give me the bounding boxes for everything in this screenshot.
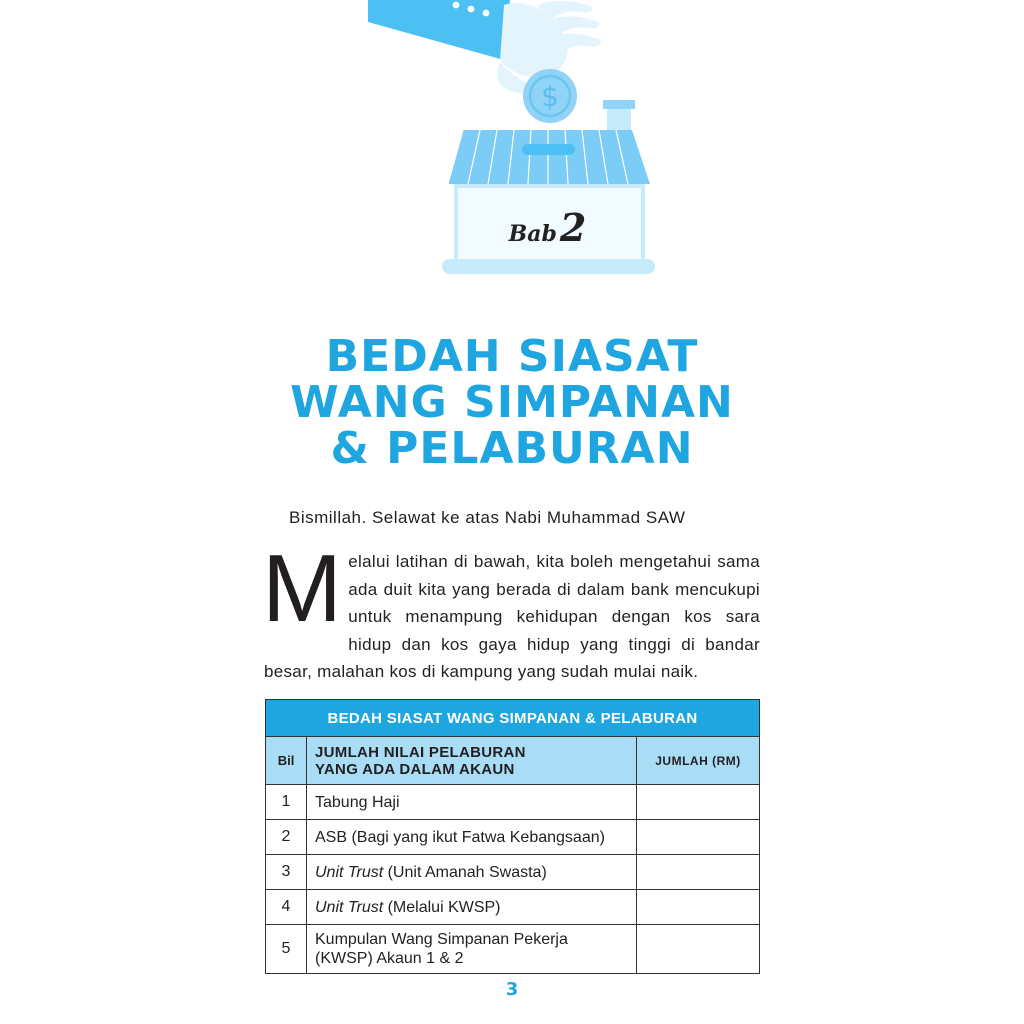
row-number: 5 [266, 925, 307, 974]
chapter-label [460, 205, 635, 250]
header-description-line-1: JUMLAH NILAI PELABURAN [315, 743, 526, 761]
drop-cap: M [262, 535, 343, 642]
table-header-row [266, 737, 760, 785]
sleeve-icon [368, 0, 510, 60]
row-description [307, 890, 637, 925]
row-amount-cell[interactable] [637, 785, 760, 820]
row-amount-cell[interactable] [637, 925, 760, 974]
row-description-text: (Melalui KWSP) [383, 898, 501, 916]
row-description-italic: Unit Trust [315, 863, 384, 881]
row-description-text: Tabung Haji [315, 793, 400, 811]
row-description [307, 855, 637, 890]
row-description [307, 925, 637, 974]
page-title [0, 331, 1024, 474]
row-number: 1 [266, 785, 307, 820]
title-line-2: WANG SIMPANAN [290, 377, 734, 428]
row-description-text: ASB (Bagi yang ikut Fatwa Kebangsaan) [315, 828, 605, 846]
row-description-text-line-2: (KWSP) Akaun 1 & 2 [315, 950, 464, 967]
dollar-coin-icon [523, 69, 577, 123]
greeting-text: Bismillah. Selawat ke atas Nabi Muhammad SAW [289, 508, 686, 527]
table-row [266, 820, 760, 855]
row-amount-cell[interactable] [637, 890, 760, 925]
title-line-3: & PELABURAN [330, 423, 694, 474]
header-amount: JUMLAH (RM) [637, 737, 760, 785]
header-description-line-2: YANG ADA DALAM AKAUN [315, 760, 515, 778]
row-amount-cell[interactable] [637, 855, 760, 890]
table-row [266, 855, 760, 890]
table-title: BEDAH SIASAT WANG SIMPANAN & PELABURAN [266, 700, 760, 737]
row-number: 4 [266, 890, 307, 925]
page-number: 3 [505, 979, 519, 1000]
row-number: 3 [266, 855, 307, 890]
row-description-text: (Unit Amanah Swasta) [383, 863, 547, 881]
svg-text:$: $ [541, 80, 559, 113]
paragraph-body: elalui latihan di bawah, kita boleh mengetahui sama ada duit kita yang berada di dalam bank mencukupi untuk menampung kehidupan dengan kos sara hidup dan kos gaya hidup yang tinggi di bandar besar, malahan kos di kampung yang sudah mulai naik. [264, 552, 760, 681]
row-number: 2 [266, 820, 307, 855]
row-description [307, 820, 637, 855]
table-row [266, 890, 760, 925]
row-amount-cell[interactable] [637, 820, 760, 855]
investment-table [265, 699, 760, 974]
row-description-italic: Unit Trust [315, 898, 384, 916]
header-bil: Bil [266, 737, 307, 785]
intro-paragraph [262, 535, 760, 686]
row-description [307, 785, 637, 820]
header-description [307, 737, 637, 785]
row-description-text: Kumpulan Wang Simpanan Pekerja [315, 931, 568, 948]
title-line-1: BEDAH SIASAT [325, 331, 699, 382]
chapter-number: 2 [559, 205, 587, 250]
table-row [266, 785, 760, 820]
table-row [266, 925, 760, 974]
chapter-word: Bab [508, 221, 557, 247]
